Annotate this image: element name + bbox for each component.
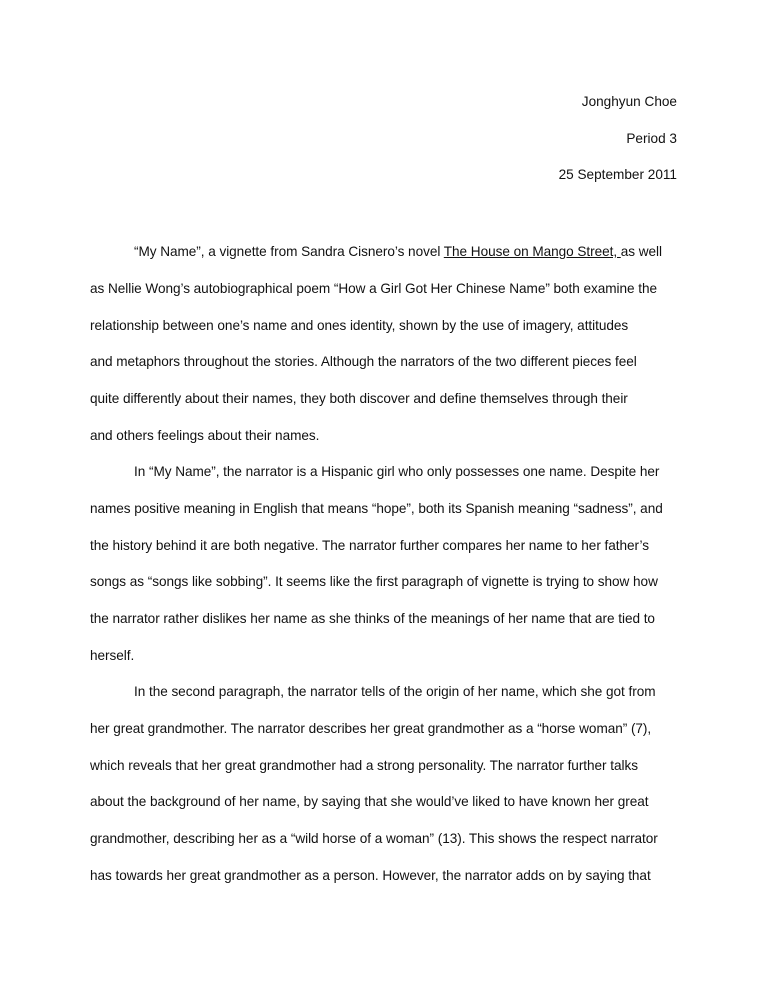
paragraph-2-line-3: the history behind it are both negative. The narrator further compares her name to her father’s [90,538,649,553]
book-title: The House on Mango Street, [443,244,621,259]
paragraph-3-line-1: In the second paragraph, the narrator tells of the origin of her name, which she got from [134,684,656,699]
paragraph-1-line-3: relationship between one’s name and ones identity, shown by the use of imagery, attitudes [90,318,629,333]
paragraph-2-line-1: In “My Name”, the narrator is a Hispanic girl who only possesses one name. Despite her [134,464,660,479]
paragraph-2-line-4: songs as “songs like sobbing”. It seems like the first paragraph of vignette is trying to show how [90,574,658,589]
paragraph-text: “My Name”, a vignette from Sandra Cisnero’s novel [134,244,444,259]
paragraph-1-line-1 [134,243,662,261]
paragraph-1-line-5: quite differently about their names, they both discover and define themselves through their [90,391,628,406]
paragraph-3-line-4: about the background of her name, by saying that she would’ve liked to have known her great [90,794,649,809]
paragraph-3-line-3: which reveals that her great grandmother had a strong personality. The narrator further talks [90,758,638,773]
paragraph-1-line-2: as Nellie Wong’s autobiographical poem “How a Girl Got Her Chinese Name” both examine the [90,281,658,296]
paragraph-text: as well [620,244,662,259]
paragraph-2-line-6: herself. [90,648,135,663]
paragraph-2-line-5: the narrator rather dislikes her name as she thinks of the meanings of her name that are tied to [90,611,655,626]
paragraph-1-line-6: and others feelings about their names. [90,428,320,443]
paragraph-3-line-2: her great grandmother. The narrator describes her great grandmother as a “horse woman” (7), [90,721,652,736]
class-period: Period 3 [626,131,677,146]
essay-date: 25 September 2011 [558,167,677,182]
paragraph-1-line-4: and metaphors throughout the stories. Although the narrators of the two different pieces feel [90,354,637,369]
paragraph-2-line-2: names positive meaning in English that means “hope”, both its Spanish meaning “sadness”, and [90,501,663,516]
author-name: Jonghyun Choe [581,94,677,109]
paragraph-3-line-5: grandmother, describing her as a “wild horse of a woman” (13). This shows the respect narrator [90,831,658,846]
paragraph-3-line-6: has towards her great grandmother as a person. However, the narrator adds on by saying that [90,868,651,883]
